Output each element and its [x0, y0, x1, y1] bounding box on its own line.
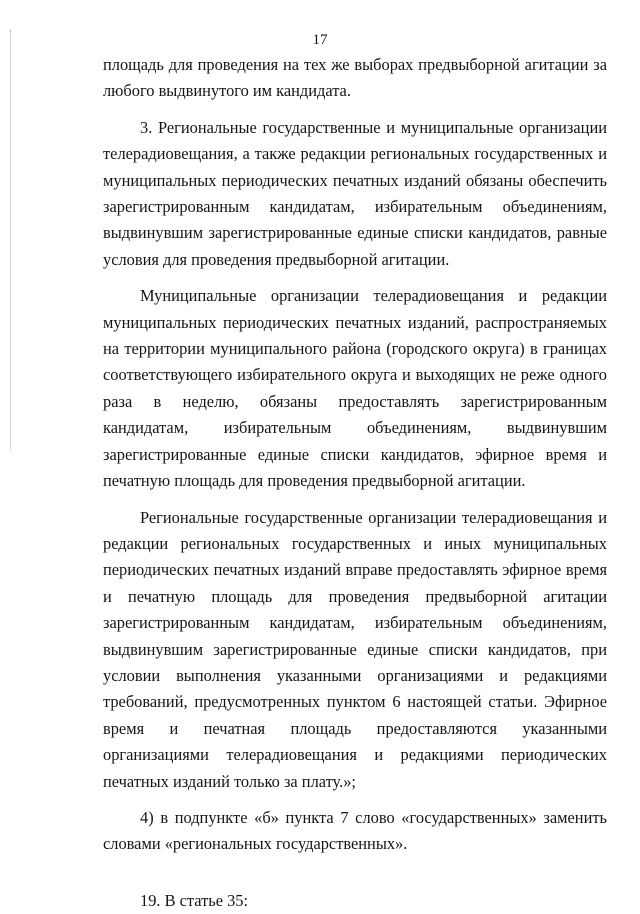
- paragraph-item-4: 4) в подпункте «б» пункта 7 слово «государственных» заменить словами «региональных государственных».: [103, 807, 607, 854]
- paragraph-item-3: 3. Региональные государственные и муниципальные организации телерадиовещания, а также редакции региональных государственных и муниципальных периодических печатных изданий обязаны обеспечить зарегистрированным кандидатам, избирательным объединениям, выдвинувшим зарегистрированные единые списки кандидатов, равные условия для проведения предвыборной агитации.: [103, 117, 607, 269]
- paragraph-item-19: 19. В статье 35:: [140, 890, 249, 910]
- scan-margin-marks: [10, 30, 17, 450]
- paragraph-regional-organizations: Региональные государственные организации телерадиовещания и редакции региональных государственных и иных муниципальных периодических печатных изданий вправе предоставлять эфирное время и печатную площадь для проведения предвыборной агитации зарегистрированным кандидатам, избирательным объединениям, выдвинувшим зарегистрированные единые списки кандидатов, при условии выполнения указанными организациями и редакциями требований, предусмотренных пунктом 6 настоящей статьи. Эфирное время и печатная площадь предоставляются указанными организациями телерадиовещания и редакциями периодических печатных изданий только за плату.»;: [103, 507, 607, 791]
- document-body: [103, 52, 607, 914]
- paragraph-municipal-organizations: Муниципальные организации телерадиовещания и редакции муниципальных периодических печатных изданий, распространяемых на территории муниципального района (городского округа) в границах соответствующего избирательного округа и выходящих не реже одного раза в неделю, обязаны предоставлять зарегистрированным кандидатам, избирательным объединениям, выдвинувшим зарегистрированные единые списки кандидатов, эфирное время и печатную площадь для проведения предвыборной агитации.: [103, 286, 607, 491]
- page-number: 17: [312, 32, 328, 48]
- paragraph-continuation: площадь для проведения на тех же выборах предвыборной агитации за любого выдвинутого им кандидата.: [103, 55, 607, 101]
